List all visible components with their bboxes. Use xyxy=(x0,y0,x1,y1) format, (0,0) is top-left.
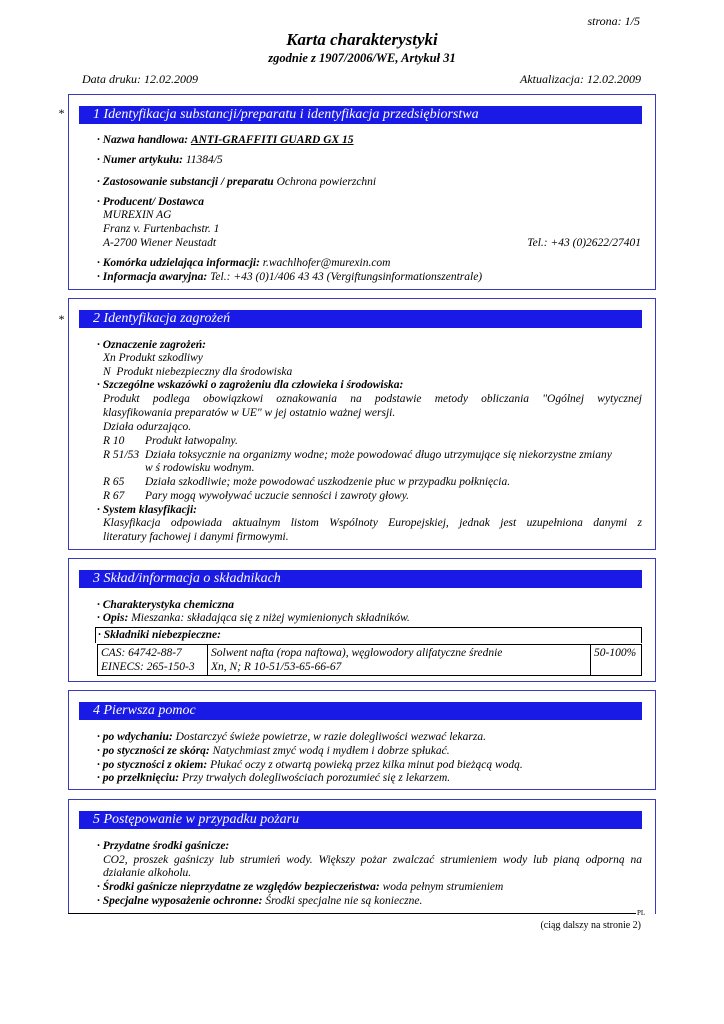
continuation-note: (ciąg dalszy na stronie 2) xyxy=(540,920,641,931)
r-phrase-text: Pary mogą wywoływać uczucie senności i zawroty głowy. xyxy=(145,490,410,502)
chemical-characterization-label: · Charakterystyka chemiczna xyxy=(97,599,235,611)
inhalation-value: Dostarczyć świeże powietrze, w razie dolegliwości wezwać lekarza. xyxy=(175,731,486,743)
inhalation-label: · po wdychaniu: xyxy=(97,731,173,743)
section-2-title: 2 Identyfikacja zagrożeń xyxy=(79,310,642,328)
marking-n: N Produkt niebezpieczny dla środowiska xyxy=(103,366,293,378)
change-marker: * xyxy=(58,312,64,326)
hazardous-components-label: · Składniki niebezpieczne: xyxy=(95,627,642,643)
r-phrase-code: R 10 xyxy=(103,435,125,447)
document-subtitle: zgodnie z 1907/2006/WE, Artykuł 31 xyxy=(268,51,456,65)
swallowing-label: · po przełknięciu: xyxy=(97,772,180,784)
classification-system-text-2: literatury fachowej i danymi firmowymi. xyxy=(103,531,289,543)
r-phrase-text-cont: w ś rodowisku wodnym. xyxy=(145,462,255,474)
producer-phone: Tel.: +43 (0)2622/27401 xyxy=(527,237,641,249)
skin-contact-row xyxy=(97,744,450,758)
protective-equipment-row xyxy=(97,894,422,908)
eye-contact-label: · po styczności z okiem: xyxy=(97,759,208,771)
section-3-title: 3 Skład/informacja o składnikach xyxy=(79,570,642,588)
substance-name: Solwent nafta (ropa naftowa), węglowodory alifatyczne średnie xyxy=(211,647,503,659)
info-contact-row xyxy=(97,256,391,270)
table-row xyxy=(98,645,642,676)
skin-contact-value: Natychmiast zmyć wodą i mydłem i dobrze spłukać. xyxy=(212,745,450,757)
r-phrase-text: Produkt łatwopalny. xyxy=(145,435,238,447)
section-1-title: 1 Identyfikacja substancji/preparatu i identyfikacja przedsiębiorstwa xyxy=(79,106,642,124)
producer-city: A-2700 Wiener Neustadt xyxy=(103,237,217,249)
producer-name: MUREXIN AG xyxy=(103,209,172,221)
article-number-row xyxy=(97,153,223,167)
article-number-value: 11384/5 xyxy=(185,154,223,166)
special-text-1: Produkt podlega obowiązkowi oznakowania na podstawie metody obliczania "Ogólnej wytycznej xyxy=(103,393,642,405)
trade-name-label: · Nazwa handlowa: xyxy=(97,134,189,146)
unsuitable-media-row xyxy=(97,880,503,894)
protective-equipment-label: · Specjalne wyposażenie ochronne: xyxy=(97,895,263,907)
emergency-label: · Informacja awaryjna: xyxy=(97,271,208,283)
cas-number: CAS: 64742-88-7 xyxy=(101,647,182,659)
r-phrase-text: Działa szkodliwie; może powodować uszkodzenie płuc w przypadku połknięcia. xyxy=(145,476,511,488)
unsuitable-media-value: woda pełnym strumieniem xyxy=(382,881,504,893)
update-date: Aktualizacja: 12.02.2009 xyxy=(520,72,641,86)
change-marker: * xyxy=(58,106,64,120)
special-text-2: klasyfikowania preparatów w UE" w jej ostatnio ważnej wersji. xyxy=(103,407,396,419)
eye-contact-value: Płukać oczy z otwartą powieką przez kilka minut pod bieżącą wodą. xyxy=(210,759,523,771)
info-contact-label: · Komórka udzielająca informacji: xyxy=(97,257,260,269)
document-title: Karta charakterystyki xyxy=(286,30,438,49)
emergency-value: Tel.: +43 (0)1/406 43 43 (Vergiftungsinformationszentrale) xyxy=(210,271,483,283)
substance-classification: Xn, N; R 10-51/53-65-66-67 xyxy=(211,661,342,673)
substance-cell xyxy=(208,645,591,676)
trade-name-row xyxy=(97,133,354,147)
marking-label: · Oznaczenie zagrożeń: xyxy=(97,339,206,351)
marking-xn: Xn Produkt szkodliwy xyxy=(103,352,203,364)
emergency-row xyxy=(97,270,482,284)
print-date: Data druku: 12.02.2009 xyxy=(82,72,198,86)
swallowing-row xyxy=(97,771,450,785)
r-phrase-text: Działa toksycznie na organizmy wodne; może powodować długo utrzymujące się niekorzystne zmiany xyxy=(145,449,612,461)
concentration-cell: 50-100% xyxy=(591,645,642,676)
special-hazards-label: · Szczególne wskazówki o zagrożeniu dla człowieka i środowiska: xyxy=(97,379,404,391)
r-phrase-code: R 51/53 xyxy=(103,449,140,461)
info-contact-email[interactable]: r.wachlhofer@murexin.com xyxy=(262,257,391,269)
suitable-media-label: · Przydatne środki gaśnicze: xyxy=(97,840,230,852)
protective-equipment-value: Środki specjalne nie są konieczne. xyxy=(265,895,423,907)
eye-contact-row xyxy=(97,758,523,772)
producer-label: · Producent/ Dostawca xyxy=(97,196,205,208)
article-number-label: · Numer artykułu: xyxy=(97,154,183,166)
producer-street: Franz v. Furtenbachstr. 1 xyxy=(103,223,220,235)
skin-contact-label: · po styczności ze skórą: xyxy=(97,745,210,757)
r-phrase-code: R 67 xyxy=(103,490,125,502)
unsuitable-media-label: · Środki gaśnicze nieprzydatne ze względów bezpieczeństwa: xyxy=(97,881,380,893)
components-table xyxy=(97,644,642,676)
description-row xyxy=(97,611,410,625)
language-code: PL xyxy=(637,909,646,917)
use-label: · Zastosowanie substancji / preparatu xyxy=(97,176,274,188)
page-number: strona: 1/5 xyxy=(587,14,640,28)
section-5-title: 5 Postępowanie w przypadku pożaru xyxy=(79,811,642,829)
footer-divider xyxy=(68,913,636,914)
r-phrase-code: R 65 xyxy=(103,476,125,488)
use-row xyxy=(97,175,376,189)
description-label: · Opis: xyxy=(97,612,129,624)
use-value: Ochrona powierzchni xyxy=(276,176,377,188)
suitable-media-text-2: działanie alkoholu. xyxy=(103,867,192,879)
classification-system-label: · System klasyfikacji: xyxy=(97,504,197,516)
special-text-3: Działa odurzająco. xyxy=(103,421,192,433)
inhalation-row xyxy=(97,730,486,744)
swallowing-value: Przy trwałych dolegliwościach porozumieć się z lekarzem. xyxy=(181,772,451,784)
classification-system-text-1: Klasyfikacja odpowiada aktualnym listom Wspólnoty Europejskiej, jednak jest uzupełniona danymi z xyxy=(103,517,642,529)
trade-name-value: ANTI-GRAFFITI GUARD GX 15 xyxy=(190,134,354,146)
suitable-media-text-1: CO2, proszek gaśniczy lub strumień wody. Większy pożar zwalczać strumieniem wody lub pianą odporną na xyxy=(103,854,642,866)
identifier-cell xyxy=(98,645,208,676)
section-4-title: 4 Pierwsza pomoc xyxy=(79,702,642,720)
einecs-number: EINECS: 265-150-3 xyxy=(101,661,195,673)
description-value: Mieszanka: składająca się z niżej wymienionych składników. xyxy=(131,612,410,624)
